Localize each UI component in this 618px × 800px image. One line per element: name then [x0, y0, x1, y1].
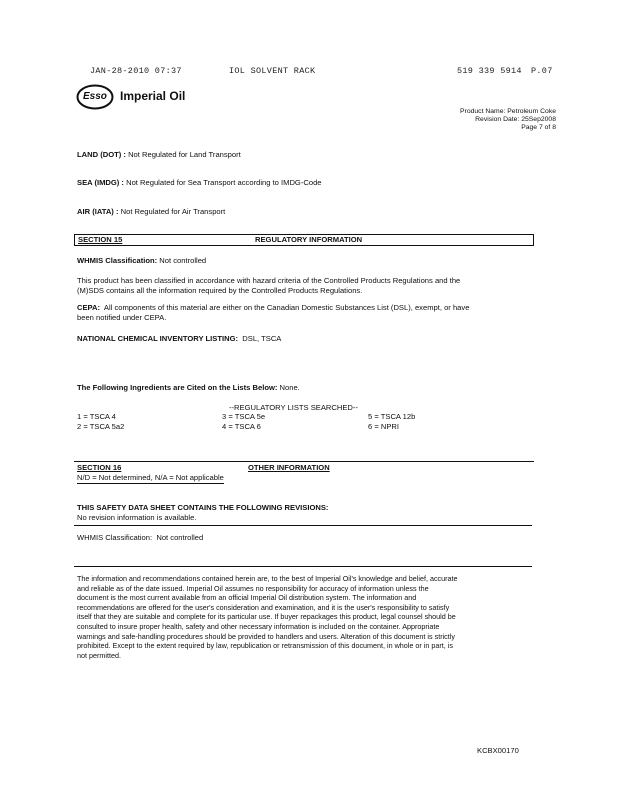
revisions-heading: THIS SAFETY DATA SHEET CONTAINS THE FOLLOWING REVISIONS:: [77, 503, 329, 512]
sea-transport: SEA (IMDG) : Not Regulated for Sea Transport according to IMDG-Code: [77, 178, 322, 187]
product-value: Petroleum Coke: [507, 108, 556, 115]
list-item: 2 = TSCA 5a2: [77, 422, 125, 431]
air-transport: AIR (IATA) : Not Regulated for Air Transport: [77, 207, 226, 216]
section-16-number: SECTION 16: [77, 463, 122, 472]
list-item: 4 = TSCA 6: [222, 422, 261, 431]
section-15-number: SECTION 15: [78, 235, 123, 244]
controlled-products-paragraph: This product has been classified in accordance with hazard criteria of the Controlled Products Regulations and the (M)SDS contains all the information required by the Controlled Products Regulations.: [77, 276, 461, 295]
revisions-value: No revision information is available.: [77, 513, 197, 522]
page-label: Page 7 of: [521, 124, 551, 132]
fax-phone: 519 339 5914: [457, 66, 522, 76]
divider: [74, 525, 532, 526]
section-15-header: [74, 234, 534, 246]
esso-logo-text: Esso: [83, 91, 107, 102]
fax-sender: IOL SOLVENT RACK: [229, 66, 316, 76]
company-name: Imperial Oil: [120, 89, 186, 103]
list-item: 6 = NPRI: [368, 422, 400, 431]
section-16-title: OTHER INFORMATION: [248, 463, 330, 472]
list-item: 5 = TSCA 12b: [368, 412, 416, 421]
revision-label: Revision Date:: [475, 116, 520, 124]
cepa-paragraph: CEPA: All components of this material are either on the Canadian Domestic Substances List (DSL), exempt, or have been notified under CEPA.: [77, 303, 470, 322]
document-id: KCBX00170: [477, 746, 519, 755]
disclaimer: The information and recommendations contained herein are, to the best of Imperial Oil's knowledge and belief, accurate and reliable as of the date issued. Imperial Oil assumes no responsibility for accuracy of information unless the document is the most current available from an official Imperial Oil distribution system. The information and recommendations are offered for the user's consideration and examination, and it is the user's responsibility to satisfy itself that they are suitable and complete for its particular use. If buyer repackages this product, legal counsel should be consulted to insure proper health, safety and other necessary information is included on the container. Appropriate warnings and safe-handling procedures should be provided to handlers and users. Alteration of this document is strictly prohibited. Except to the extent required by law, republication or retransmission of this document, in whole or in part, is not permitted.: [77, 574, 458, 660]
list-item: 1 = TSCA 4: [77, 412, 116, 421]
list-item: 3 = TSCA 5e: [222, 412, 266, 421]
land-transport: LAND (DOT) : Not Regulated for Land Transport: [77, 150, 241, 159]
fax-date-time: JAN-28-2010 07:37: [90, 66, 182, 76]
divider: [74, 461, 534, 462]
whmis-classification: WHMIS Classification: Not controlled: [77, 256, 207, 265]
esso-logo: [76, 84, 114, 115]
inventory-listing: NATIONAL CHEMICAL INVENTORY LISTING: DSL, TSCA: [77, 334, 282, 343]
section-16-whmis: WHMIS Classification: Not controlled: [77, 533, 204, 542]
lists-heading: --REGULATORY LISTS SEARCHED--: [229, 403, 358, 412]
nd-note: N/D = Not determined, N/A = Not applicable: [77, 473, 224, 482]
revision-value: 25Sep2008: [521, 116, 556, 124]
product-label: Product Name:: [460, 108, 506, 115]
page-value: 8: [552, 124, 556, 132]
ingredients-cited: The Following Ingredients are Cited on the Lists Below: None.: [77, 383, 300, 392]
fax-page: P.07: [531, 66, 553, 76]
section-15-title: REGULATORY INFORMATION: [255, 235, 363, 244]
divider: [74, 566, 532, 567]
meta-block: [460, 108, 556, 133]
